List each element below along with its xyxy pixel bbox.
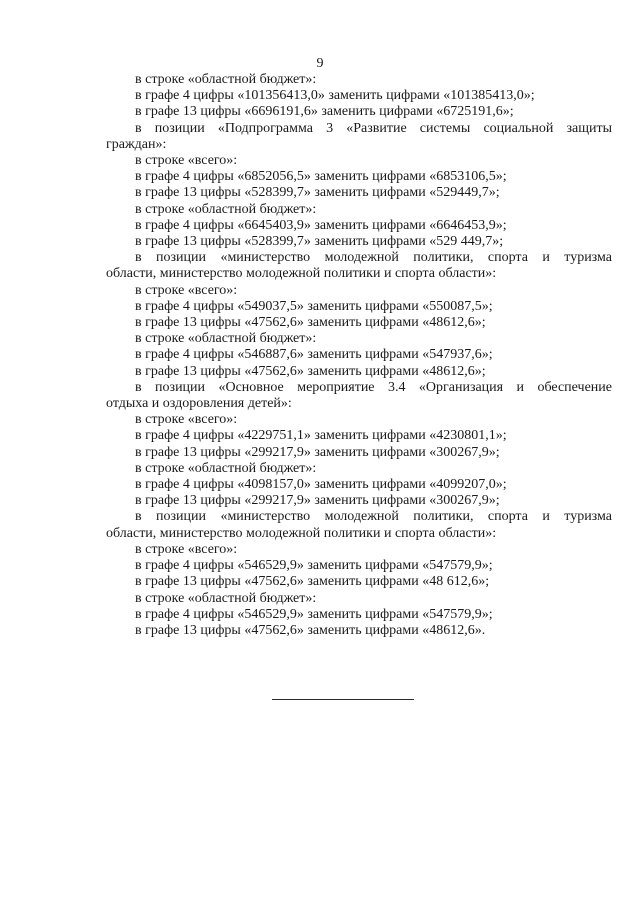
- document-line: в строке «всего»:: [135, 282, 238, 298]
- document-line: в графе 4 цифры «6645403,9» заменить цифрами «6646453,9»;: [135, 217, 507, 233]
- document-line: в графе 13 цифры «299217,9» заменить цифрами «300267,9»;: [135, 444, 500, 460]
- document-line: в строке «всего»:: [135, 541, 238, 557]
- document-line: в строке «всего»:: [135, 153, 238, 169]
- document-line: в графе 13 цифры «47562,6» заменить цифрами «48612,6»;: [135, 315, 486, 331]
- document-line: в графе 4 цифры «546887,6» заменить цифрами «547937,6»;: [135, 347, 493, 363]
- document-line: в графе 13 цифры «299217,9» заменить цифрами «300267,9»;: [135, 493, 500, 509]
- document-line: в графе 4 цифры «6852056,5» заменить цифрами «6853106,5»;: [135, 169, 507, 185]
- document-line: граждан»:: [106, 136, 167, 152]
- document-line: в позиции «Основное мероприятие 3.4 «Организация и обеспечение: [135, 379, 612, 395]
- document-line: в позиции «министерство молодежной политики, спорта и туризма: [135, 509, 612, 525]
- document-line: в строке «областной бюджет»:: [135, 460, 317, 476]
- document-line: в графе 4 цифры «4229751,1» заменить цифрами «4230801,1»;: [135, 428, 507, 444]
- document-line: в строке «областной бюджет»:: [135, 331, 317, 347]
- page-number: 9: [316, 56, 324, 71]
- document-line: в строке «областной бюджет»:: [135, 72, 317, 87]
- document-line: в позиции «министерство молодежной политики, спорта и туризма: [135, 250, 612, 266]
- document-line: в графе 13 цифры «47562,6» заменить цифрами «48612,6».: [135, 622, 486, 638]
- document-line: области, министерство молодежной политики и спорта области»:: [106, 266, 497, 282]
- end-of-text-rule: [272, 699, 414, 700]
- document-line: в строке «всего»:: [135, 412, 238, 428]
- document-line: в графе 13 цифры «47562,6» заменить цифрами «48612,6»;: [135, 363, 486, 379]
- document-line: в графе 13 цифры «47562,6» заменить цифрами «48 612,6»;: [135, 574, 490, 590]
- document-line: в графе 4 цифры «549037,5» заменить цифрами «550087,5»;: [135, 298, 493, 314]
- document-line: в графе 4 цифры «101356413,0» заменить цифрами «101385413,0»;: [135, 88, 535, 104]
- document-line: области, министерство молодежной политики и спорта области»:: [106, 525, 497, 541]
- document-line: в графе 4 цифры «546529,9» заменить цифрами «547579,9»;: [135, 558, 493, 574]
- document-line: в графе 13 цифры «6696191,6» заменить цифрами «6725191,6»;: [135, 104, 514, 120]
- document-line: в строке «областной бюджет»:: [135, 201, 317, 217]
- document-line: в графе 4 цифры «4098157,0» заменить цифрами «4099207,0»;: [135, 477, 507, 493]
- document-body: [106, 72, 612, 639]
- document-line: отдыха и оздоровления детей»:: [106, 396, 292, 412]
- document-line: в позиции «Подпрограмма 3 «Развитие системы социальной защиты: [135, 120, 612, 136]
- document-line: в графе 4 цифры «546529,9» заменить цифрами «547579,9»;: [135, 606, 493, 622]
- document-line: в графе 13 цифры «528399,7» заменить цифрами «529449,7»;: [135, 185, 500, 201]
- document-line: в строке «областной бюджет»:: [135, 590, 317, 606]
- document-line: в графе 13 цифры «528399,7» заменить цифрами «529 449,7»;: [135, 234, 504, 250]
